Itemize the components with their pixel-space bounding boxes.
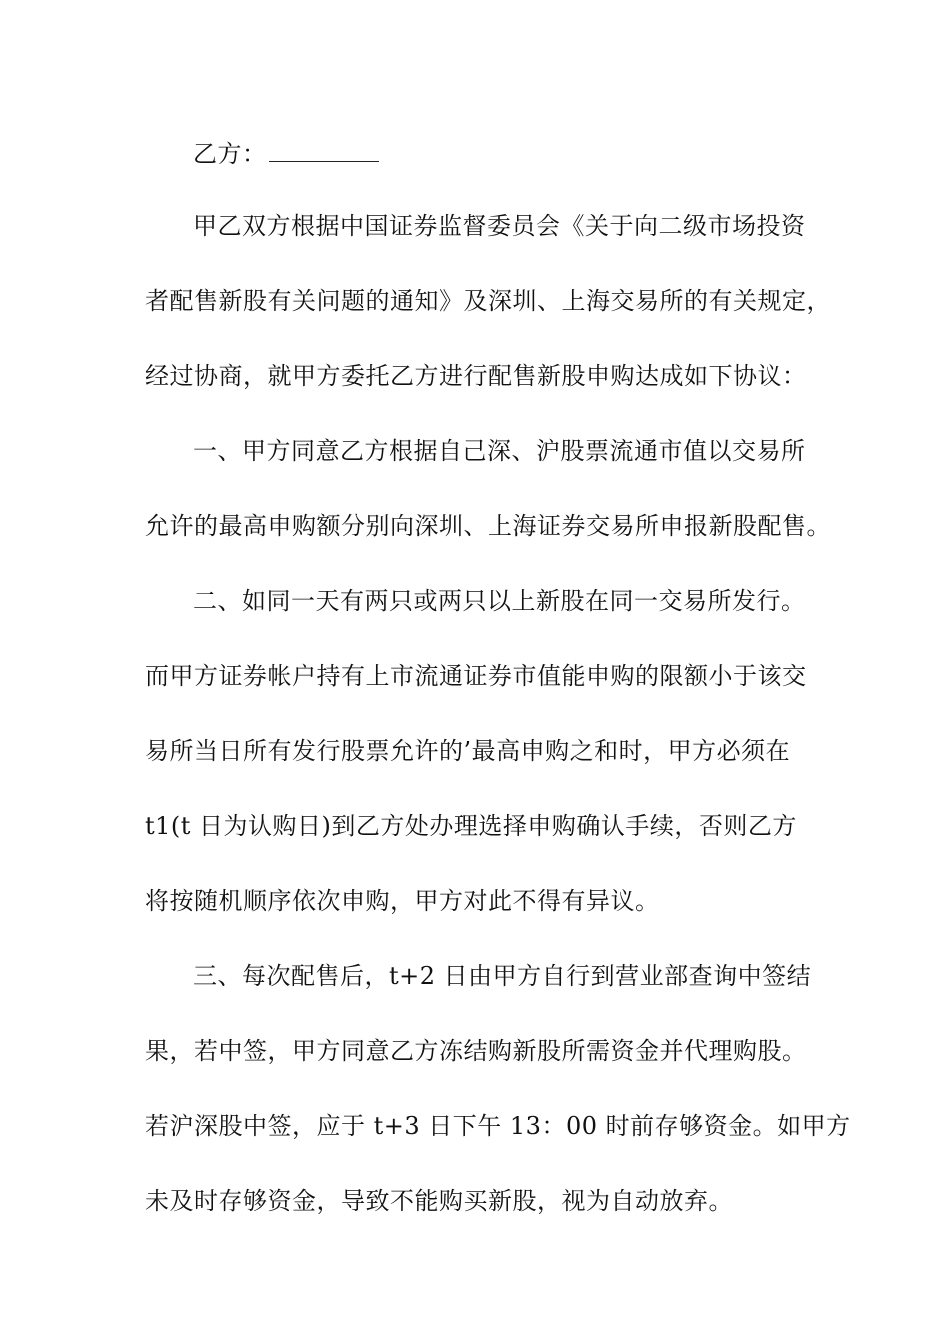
paragraph-1-line-2: 者配售新股有关问题的通知》及深圳、上海交易所的有关规定， xyxy=(145,287,831,315)
paragraph-3-line-4: t1(t 日为认购日)到乙方处办理选择申购确认手续，否则乙方 xyxy=(145,812,797,840)
party-b-line xyxy=(193,138,379,170)
paragraph-4-line-2: 果，若中签，甲方同意乙方冻结购新股所需资金并代理购股。 xyxy=(145,1037,807,1065)
paragraph-4-line-1: 三、每次配售后，t+2 日由甲方自行到营业部查询中签结 xyxy=(193,962,812,990)
paragraph-3-line-1: 二、如同一天有两只或两只以上新股在同一交易所发行。 xyxy=(193,587,806,615)
paragraph-4-line-3: 若沪深股中签，应于 t+3 日下午 13：00 时前存够资金。如甲方 xyxy=(145,1112,851,1140)
paragraph-1-line-3: 经过协商，就甲方委托乙方进行配售新股申购达成如下协议： xyxy=(145,362,807,390)
paragraph-2-line-2: 允许的最高申购额分别向深圳、上海证券交易所申报新股配售。 xyxy=(145,512,831,540)
paragraph-3-line-3: 易所当日所有发行股票允许的’最高申购之和时，甲方必须在 xyxy=(145,737,791,765)
paragraph-2-line-1: 一、甲方同意乙方根据自己深、沪股票流通市值以交易所 xyxy=(193,437,806,465)
paragraph-1-line-1: 甲乙双方根据中国证券监督委员会《关于向二级市场投资 xyxy=(193,212,806,240)
party-b-blank xyxy=(269,139,379,162)
paragraph-3-line-5: 将按随机顺序依次申购，甲方对此不得有异议。 xyxy=(145,887,660,915)
paragraph-4-line-4: 未及时存够资金，导致不能购买新股，视为自动放弃。 xyxy=(145,1187,733,1215)
paragraph-3-line-2: 而甲方证券帐户持有上市流通证券市值能申购的限额小于该交 xyxy=(145,662,807,690)
party-b-label: 乙方： xyxy=(193,140,267,168)
